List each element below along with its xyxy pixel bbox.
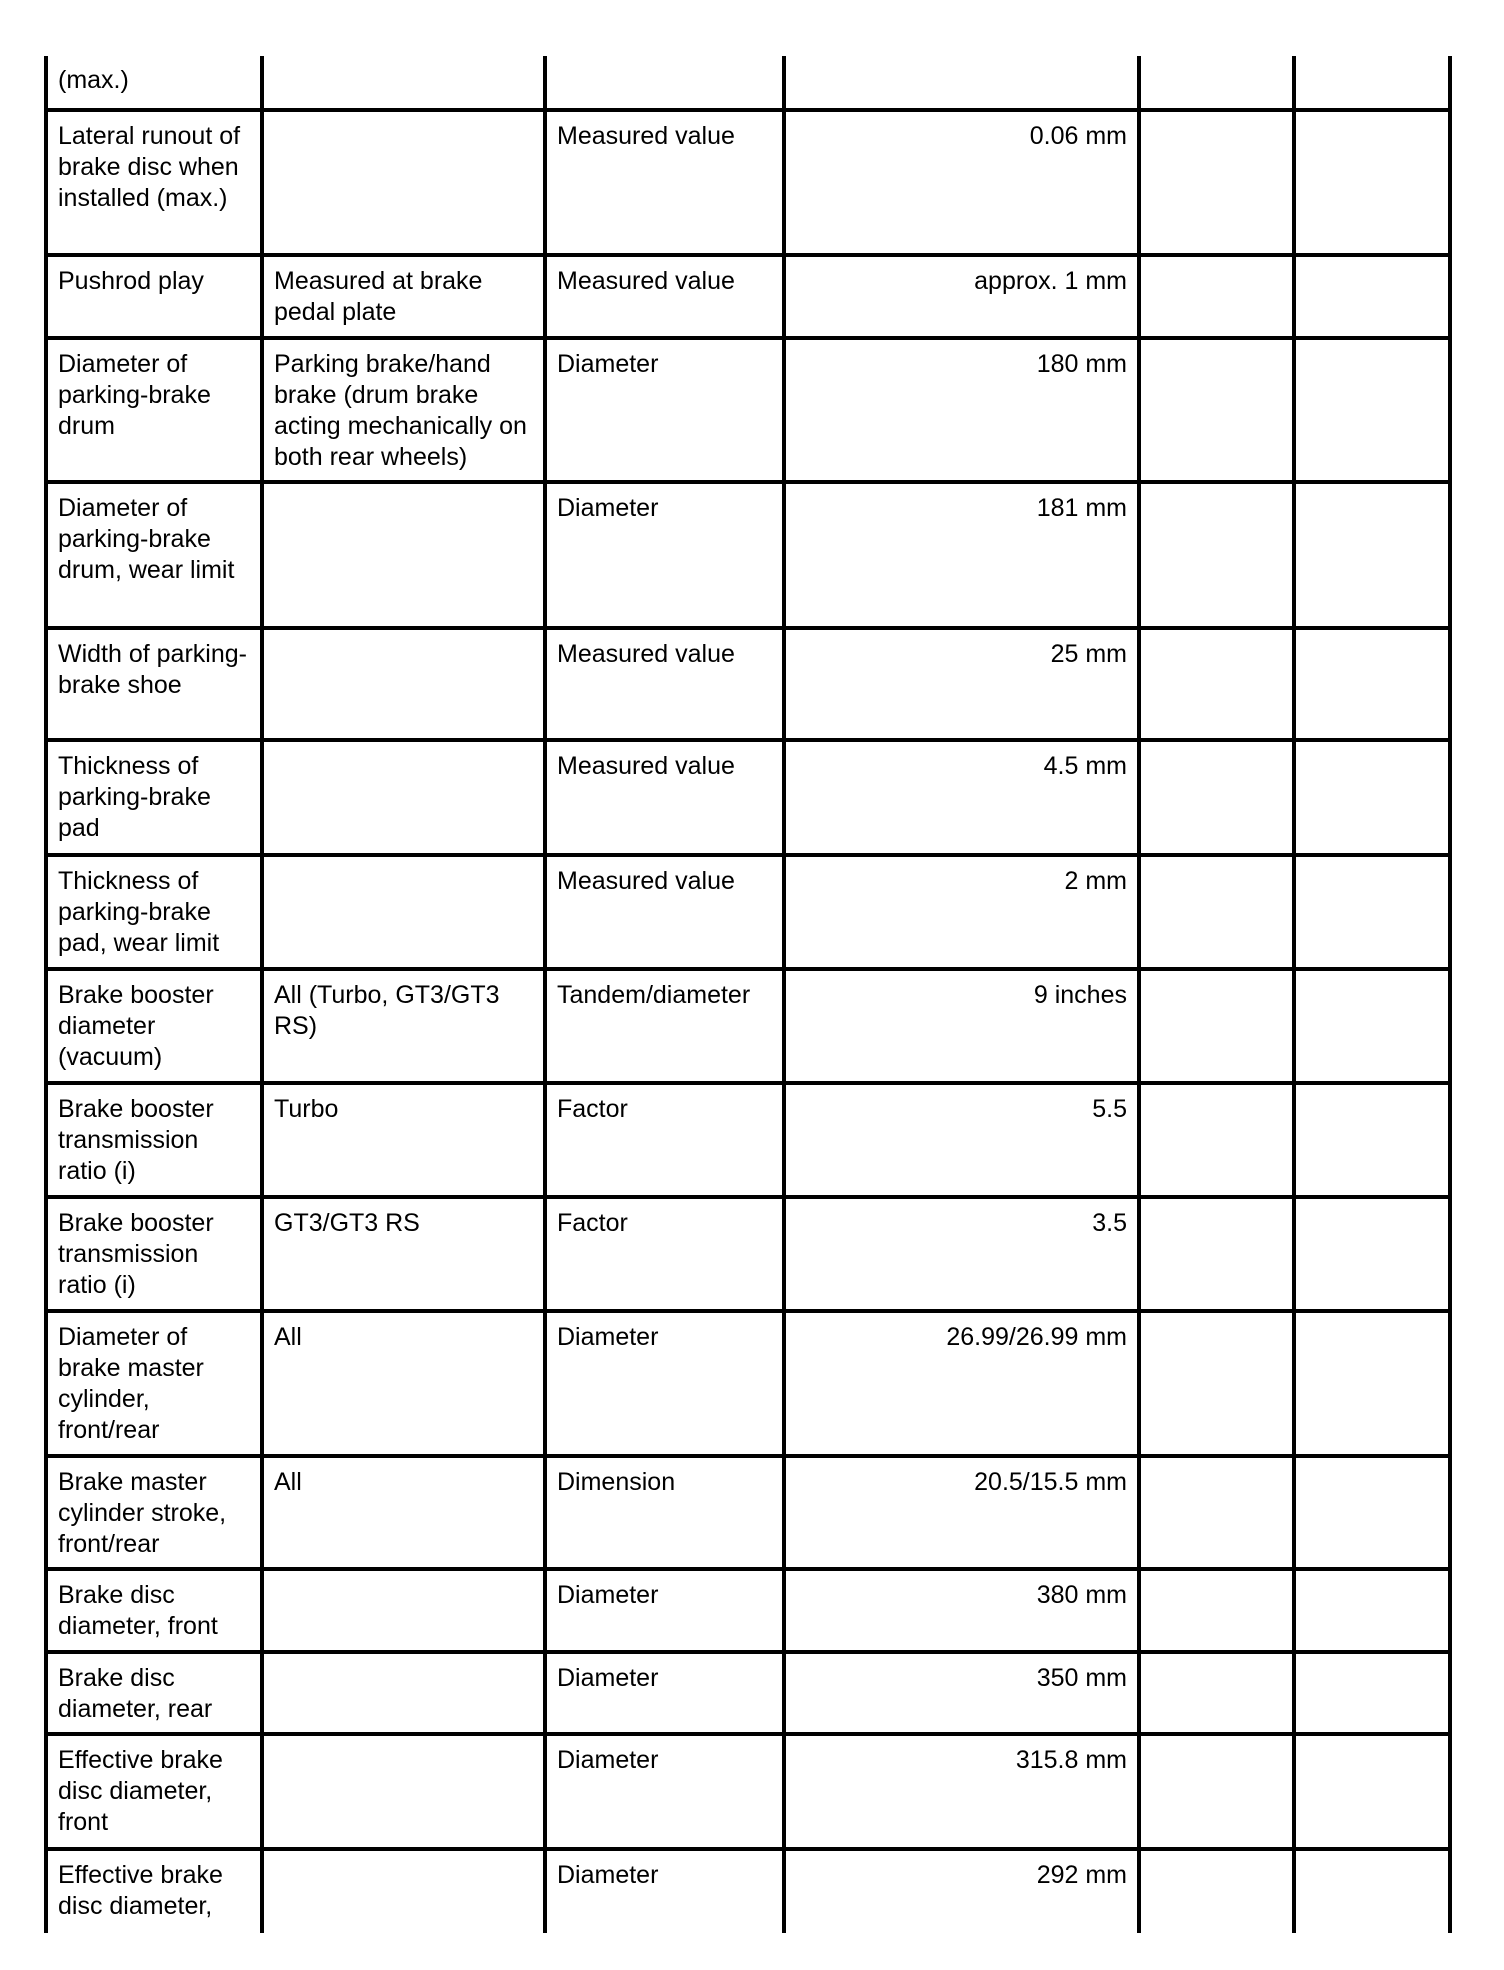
cell-value: 181 mm [784, 482, 1139, 628]
cell-empty [1294, 1569, 1450, 1652]
cell-empty [1139, 1652, 1294, 1734]
cell-type: Dimension [545, 1456, 784, 1569]
cell-parameter: Thickness of parking-brake pad, wear limit [46, 855, 262, 969]
cell-empty [1139, 1849, 1294, 1933]
cell-empty [1139, 110, 1294, 255]
cell-empty [1139, 1569, 1294, 1652]
cell-condition: Measured at brake pedal plate [262, 255, 545, 338]
cell-empty [1294, 338, 1450, 482]
cell-value: 315.8 mm [784, 1734, 1139, 1849]
cell-parameter: Pushrod play [46, 255, 262, 338]
cell-condition: Turbo [262, 1083, 545, 1197]
table-row [46, 1652, 1450, 1734]
cell-empty [1139, 1083, 1294, 1197]
cell-condition [262, 56, 545, 110]
cell-value: 3.5 [784, 1197, 1139, 1311]
cell-condition: Parking brake/hand brake (drum brake acting mechanically on both rear wheels) [262, 338, 545, 482]
cell-value: 4.5 mm [784, 740, 1139, 855]
cell-type: Diameter [545, 1652, 784, 1734]
table-row [46, 1849, 1450, 1933]
cell-type: Measured value [545, 855, 784, 969]
cell-value: 25 mm [784, 628, 1139, 740]
cell-value: 0.06 mm [784, 110, 1139, 255]
cell-empty [1139, 969, 1294, 1083]
cell-condition [262, 855, 545, 969]
table-row [46, 1083, 1450, 1197]
table-row [46, 1569, 1450, 1652]
cell-condition [262, 110, 545, 255]
cell-type [545, 56, 784, 110]
cell-type: Diameter [545, 1569, 784, 1652]
cell-value [784, 56, 1139, 110]
cell-value: 380 mm [784, 1569, 1139, 1652]
cell-parameter: Effective brake disc diameter, [46, 1849, 262, 1933]
cell-value: 9 inches [784, 969, 1139, 1083]
cell-condition [262, 1849, 545, 1933]
cell-parameter: Brake booster transmission ratio (i) [46, 1197, 262, 1311]
cell-type: Measured value [545, 110, 784, 255]
cell-parameter: Effective brake disc diameter, front [46, 1734, 262, 1849]
cell-parameter: Brake master cylinder stroke, front/rear [46, 1456, 262, 1569]
cell-parameter: Brake disc diameter, rear [46, 1652, 262, 1734]
cell-condition [262, 1652, 545, 1734]
cell-empty [1294, 1734, 1450, 1849]
cell-type: Factor [545, 1083, 784, 1197]
cell-empty [1294, 482, 1450, 628]
cell-parameter: Diameter of parking-brake drum, wear limit [46, 482, 262, 628]
cell-type: Measured value [545, 740, 784, 855]
cell-type: Diameter [545, 1311, 784, 1456]
brake-specifications-table [44, 56, 1452, 1933]
cell-parameter: Width of parking-brake shoe [46, 628, 262, 740]
cell-empty [1294, 1849, 1450, 1933]
cell-empty [1294, 1311, 1450, 1456]
cell-empty [1139, 740, 1294, 855]
cell-condition: All [262, 1456, 545, 1569]
cell-value: 292 mm [784, 1849, 1139, 1933]
cell-empty [1139, 338, 1294, 482]
cell-value: approx. 1 mm [784, 255, 1139, 338]
table-row [46, 482, 1450, 628]
cell-condition [262, 1734, 545, 1849]
cell-empty [1139, 1197, 1294, 1311]
cell-empty [1139, 255, 1294, 338]
cell-parameter: Brake disc diameter, front [46, 1569, 262, 1652]
cell-condition [262, 482, 545, 628]
table-row [46, 255, 1450, 338]
table-row [46, 56, 1450, 110]
table-row [46, 338, 1450, 482]
table-row [46, 1456, 1450, 1569]
cell-condition: All [262, 1311, 545, 1456]
cell-type: Diameter [545, 338, 784, 482]
cell-empty [1294, 1456, 1450, 1569]
cell-empty [1139, 1734, 1294, 1849]
cell-parameter: (max.) [46, 56, 262, 110]
cell-parameter: Diameter of parking-brake drum [46, 338, 262, 482]
cell-empty [1294, 1652, 1450, 1734]
cell-type: Diameter [545, 482, 784, 628]
cell-empty [1294, 110, 1450, 255]
table-row [46, 855, 1450, 969]
table-row [46, 1197, 1450, 1311]
cell-condition [262, 1569, 545, 1652]
cell-type: Tandem/diameter [545, 969, 784, 1083]
table-row [46, 628, 1450, 740]
cell-empty [1294, 255, 1450, 338]
cell-value: 350 mm [784, 1652, 1139, 1734]
cell-empty [1294, 1083, 1450, 1197]
cell-empty [1294, 56, 1450, 110]
cell-parameter: Brake booster diameter (vacuum) [46, 969, 262, 1083]
cell-empty [1139, 1456, 1294, 1569]
cell-value: 5.5 [784, 1083, 1139, 1197]
table-body [46, 56, 1450, 1933]
cell-empty [1139, 56, 1294, 110]
cell-value: 2 mm [784, 855, 1139, 969]
cell-condition [262, 740, 545, 855]
cell-empty [1294, 969, 1450, 1083]
table-row [46, 740, 1450, 855]
table-row [46, 110, 1450, 255]
cell-empty [1139, 628, 1294, 740]
cell-type: Measured value [545, 628, 784, 740]
cell-condition: GT3/GT3 RS [262, 1197, 545, 1311]
cell-parameter: Brake booster transmission ratio (i) [46, 1083, 262, 1197]
cell-type: Diameter [545, 1734, 784, 1849]
table-row [46, 1311, 1450, 1456]
cell-condition [262, 628, 545, 740]
table-row [46, 969, 1450, 1083]
cell-empty [1294, 855, 1450, 969]
cell-empty [1139, 1311, 1294, 1456]
cell-parameter: Lateral runout of brake disc when installed (max.) [46, 110, 262, 255]
cell-parameter: Diameter of brake master cylinder, front/rear [46, 1311, 262, 1456]
cell-type: Diameter [545, 1849, 784, 1933]
cell-empty [1139, 855, 1294, 969]
table-row [46, 1734, 1450, 1849]
cell-value: 20.5/15.5 mm [784, 1456, 1139, 1569]
cell-type: Factor [545, 1197, 784, 1311]
cell-empty [1139, 482, 1294, 628]
cell-value: 26.99/26.99 mm [784, 1311, 1139, 1456]
cell-empty [1294, 740, 1450, 855]
cell-type: Measured value [545, 255, 784, 338]
cell-condition: All (Turbo, GT3/GT3 RS) [262, 969, 545, 1083]
cell-empty [1294, 628, 1450, 740]
cell-empty [1294, 1197, 1450, 1311]
cell-value: 180 mm [784, 338, 1139, 482]
cell-parameter: Thickness of parking-brake pad [46, 740, 262, 855]
